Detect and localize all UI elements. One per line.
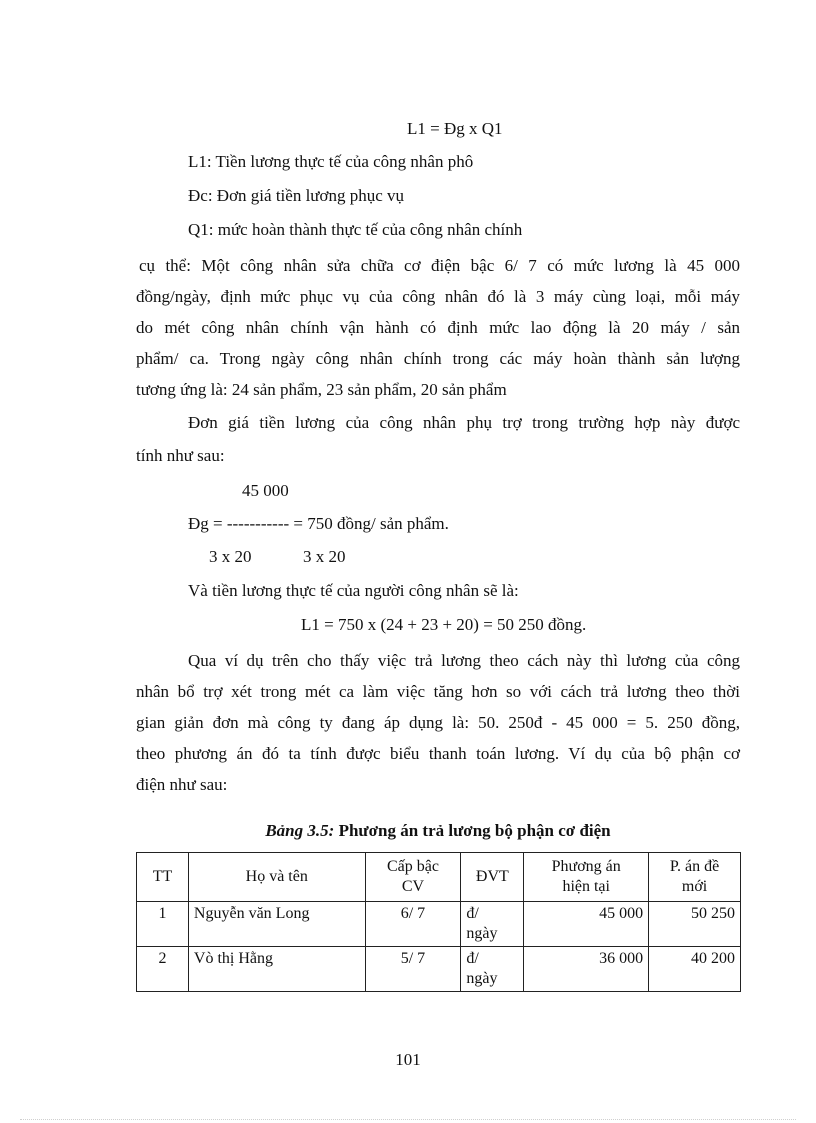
paragraph-line: Và tiền lương thực tế của người công nhân sẽ là:: [188, 581, 519, 600]
cell-unit: đ/ ngày: [461, 947, 524, 992]
definition-l1: L1: Tiền lương thực tế của công nhân phô: [188, 152, 474, 171]
cell-current: 36 000: [524, 947, 649, 992]
cell-unit: đ/ ngày: [461, 902, 524, 947]
paragraph-line: do mét công nhân chính vận hành có định mức lao động là 20 máy / sản: [136, 318, 740, 337]
cell-grade: 6/ 7: [365, 902, 461, 947]
header-unit: ĐVT: [461, 853, 524, 902]
cell-tt: 1: [137, 902, 189, 947]
table-header-row: [137, 853, 741, 902]
header-new-plan: P. án đề mới: [649, 853, 741, 902]
table-caption: [136, 820, 740, 842]
paragraph-line: tương ứng là: 24 sản phẩm, 23 sản phẩm, 20 sản phẩm: [136, 380, 507, 399]
cell-name: Nguyễn văn Long: [188, 902, 365, 947]
table-row: [137, 947, 741, 992]
paragraph-line: phẩm/ ca. Trong ngày công nhân chính trong các máy hoàn thành sản lượng: [136, 349, 740, 368]
table-row: [137, 902, 741, 947]
definition-q1: Q1: mức hoàn thành thực tế của công nhân chính: [188, 220, 523, 239]
calc-denominator-a: 3 x 20: [209, 547, 252, 566]
paragraph-line: gian giản đơn mà công ty đang áp dụng là: 50. 250đ - 45 000 = 5. 250 đồng,: [136, 713, 740, 732]
header-name: Họ và tên: [188, 853, 365, 902]
paragraph-line: cụ thể: Một công nhân sửa chữa cơ điện bậc 6/ 7 có mức lương là 45 000: [139, 256, 740, 275]
page-number: 101: [395, 1050, 421, 1069]
table-caption-title: Phương án trả lương bộ phận cơ điện: [338, 821, 611, 840]
formula-total: L1 = 750 x (24 + 23 + 20) = 50 250 đồng.: [301, 615, 587, 634]
paragraph-line: nhân bổ trợ xét trong mét ca làm việc tăng hơn so với cách trả lương theo thời: [136, 682, 740, 701]
cell-new: 40 200: [649, 947, 741, 992]
calc-equation: Đg = ----------- = 750 đồng/ sản phẩm.: [188, 514, 449, 533]
table-caption-label: Bảng 3.5:: [265, 821, 335, 840]
cell-new: 50 250: [649, 902, 741, 947]
formula-main: L1 = Đg x Q1: [407, 119, 503, 138]
page-bottom-divider: [20, 1119, 796, 1120]
cell-tt: 2: [137, 947, 189, 992]
header-tt: TT: [137, 853, 189, 902]
calc-denominator-b: 3 x 20: [303, 547, 346, 566]
salary-table: [136, 852, 741, 992]
paragraph-line: điện như sau:: [136, 775, 228, 794]
paragraph-line: theo phương án đó ta tính được biểu thanh toán lương. Ví dụ của bộ phận cơ: [136, 744, 740, 763]
paragraph-line: tính như sau:: [136, 446, 225, 465]
calc-numerator: 45 000: [242, 481, 289, 500]
paragraph-line: Đơn giá tiền lương của công nhân phụ trợ trong trường hợp này được: [188, 413, 740, 432]
paragraph-line: Qua ví dụ trên cho thấy việc trả lương theo cách này thì lương của công: [188, 651, 740, 670]
definition-dc: Đc: Đơn giá tiền lương phục vụ: [188, 186, 405, 205]
cell-grade: 5/ 7: [365, 947, 461, 992]
paragraph-line: đồng/ngày, định mức phục vụ của công nhân đó là 3 máy cùng loại, mỗi máy: [136, 287, 740, 306]
header-grade: Cấp bậc CV: [365, 853, 461, 902]
cell-current: 45 000: [524, 902, 649, 947]
cell-name: Vò thị Hằng: [188, 947, 365, 992]
header-current-plan: Phương án hiện tại: [524, 853, 649, 902]
